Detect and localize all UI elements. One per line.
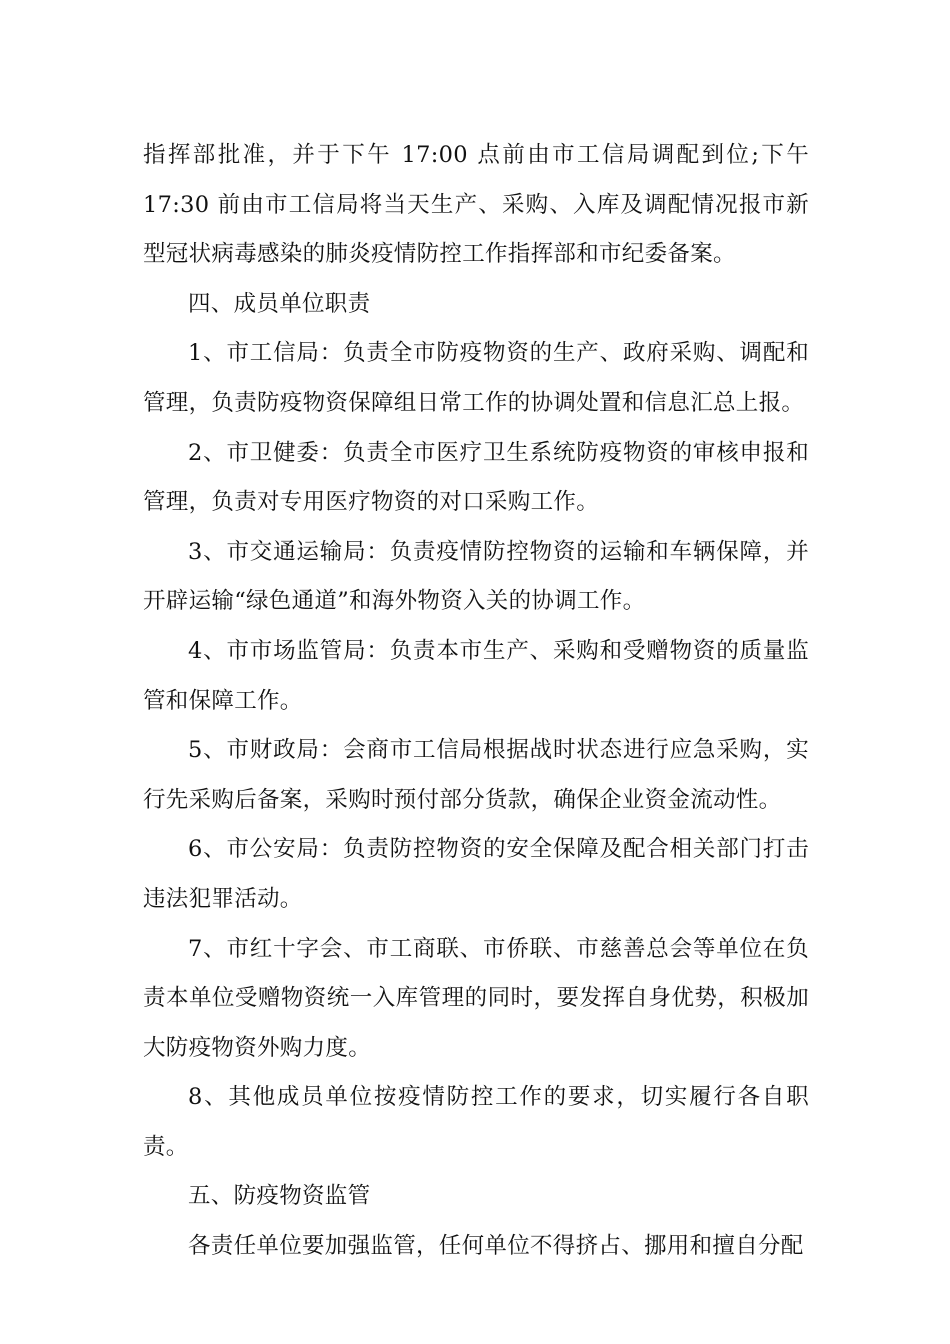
paragraph-item-5: 5、市财政局：会商市工信局根据战时状态进行应急采购，实行先采购后备案，采购时预付部分货款，确保企业资金流动性。: [143, 737, 809, 813]
paragraph-item-1: 1、市工信局：负责全市防疫物资的生产、政府采购、调配和管理，负责防疫物资保障组日常工作的协调处置和信息汇总上报。: [143, 340, 809, 416]
paragraph-item-2: 2、市卫健委：负责全市医疗卫生系统防疫物资的审核申报和管理，负责对专用医疗物资的对口采购工作。: [143, 439, 809, 516]
section-heading-member-duties: 四、成员单位职责: [188, 290, 371, 317]
paragraph-continuation: 指挥部批准，并于下午 17:00 点前由市工信局调配到位;下午 17:30 前由市工信局将当天生产、采购、入库及调配情况报市新型冠状病毒感染的肺炎疫情防控工作指挥部和市纪委备案。: [143, 142, 809, 268]
paragraph-item-6: 6、市公安局：负责防控物资的安全保障及配合相关部门打击违法犯罪活动。: [143, 836, 809, 912]
section-heading-supervision: 五、防疫物资监管: [188, 1183, 371, 1210]
paragraph-item-7: 7、市红十字会、市工商联、市侨联、市慈善总会等单位在负责本单位受赠物资统一入库管理的同时，要发挥自身优势，积极加大防疫物资外购力度。: [143, 935, 809, 1061]
document-body: [143, 131, 809, 1272]
paragraph-item-8: 8、其他成员单位按疫情防控工作的要求，切实履行各自职责。: [143, 1084, 809, 1160]
paragraph-item-4: 4、市市场监管局：负责本市生产、采购和受赠物资的质量监管和保障工作。: [143, 637, 809, 714]
paragraph-item-3: 3、市交通运输局：负责疫情防控物资的运输和车辆保障，并开辟运输“绿色通道”和海外物资入关的协调工作。: [143, 538, 809, 615]
paragraph-supervision: 各责任单位要加强监管，任何单位不得挤占、挪用和擅自分配: [188, 1233, 804, 1260]
